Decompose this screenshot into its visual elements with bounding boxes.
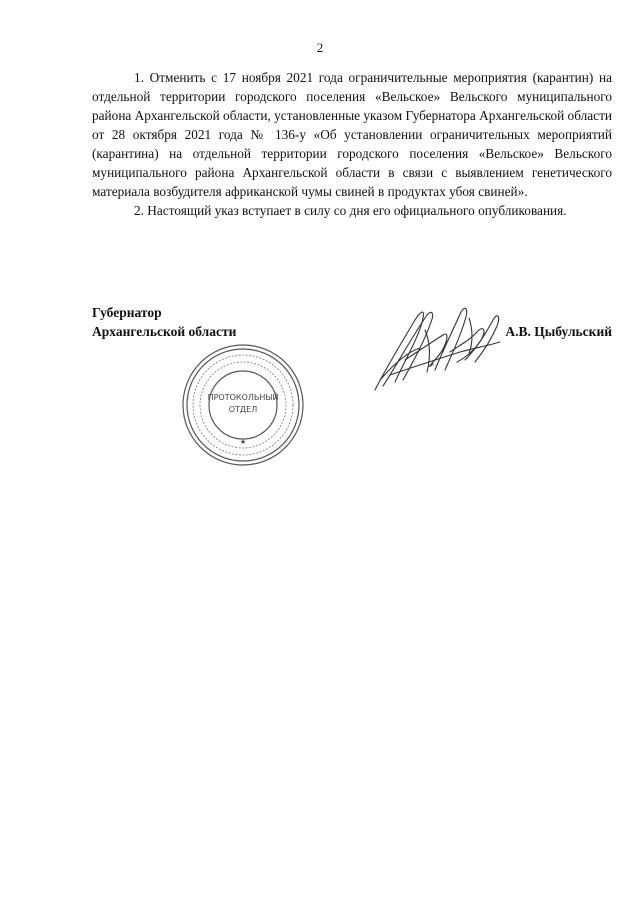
page-number: 2 — [316, 40, 324, 55]
signatory-name: А.В. Цыбульский — [505, 324, 612, 339]
stamp-center-line2: ОТДЕЛ — [228, 405, 258, 414]
signatory-title-line2: Архангельской области — [92, 324, 237, 339]
signatory-title — [92, 303, 236, 341]
handwritten-signature — [365, 290, 505, 400]
document-body — [92, 68, 612, 220]
paragraph-1: 1. Отменить с 17 ноября 2021 года ограничительные мероприятия (карантин) на отдельной территории городского поселения «Вельское» Вельского муниципального района Архангельской области, установленные указом Губернатора Архангельской области от 28 октября 2021 года № 136-у «Об установлении ограничительных мероприятий (карантина) на отдельной территории городского поселения «Вельское» Вельского муниципального района Архангельской области в связи с выявлением генетического материала возбудителя африканской чумы свиней в продуктах убоя свиней». — [92, 70, 612, 199]
signatory-title-line1: Губернатор — [92, 305, 162, 320]
paragraph-2: 2. Настоящий указ вступает в силу со дня его официального опубликования. — [134, 203, 567, 218]
star-icon: ★ — [239, 438, 247, 446]
round-stamp — [178, 340, 308, 470]
stamp-center-line1: ПРОТОКОЛЬНЫЙ — [207, 393, 279, 402]
